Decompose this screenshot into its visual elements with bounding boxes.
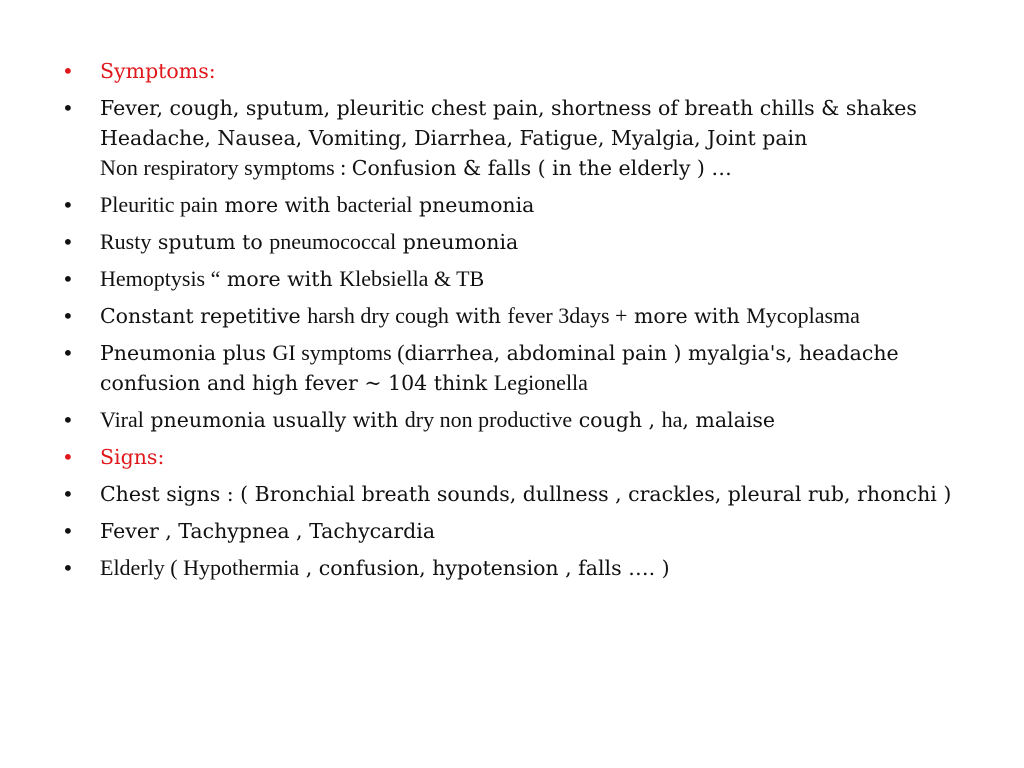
text-run: pneumonia usually with [143, 408, 405, 432]
emphasis-run: fever 3days + [507, 303, 628, 328]
text-run: with [448, 304, 508, 328]
bullet-pleuritic-pain [62, 190, 992, 220]
text-run: cough , [572, 408, 662, 432]
emphasis-run: Viral [100, 407, 144, 432]
bullet-general-symptoms [62, 93, 992, 183]
bullet-list [62, 56, 992, 590]
bullet-viral [62, 405, 992, 435]
text-run: , confusion, hypotension , falls …. ) [299, 556, 670, 580]
bullet-elderly [62, 553, 992, 583]
text-run: Chest signs : ( Bronchial breath sounds, dullness , crackles, pleural rub, rhonchi ) [100, 482, 952, 506]
text-run: Constant repetitive [100, 304, 308, 328]
bullet-mycoplasma [62, 301, 992, 331]
emphasis-run: pneumococcal [269, 229, 397, 254]
emphasis-run: Non respiratory symptoms : [100, 155, 352, 180]
symptoms-heading-text: Symptoms: [100, 59, 216, 83]
emphasis-run: bacterial [336, 192, 413, 217]
text-run: Headache, Nausea, Vomiting, Diarrhea, Fatigue, Myalgia, Joint pain [100, 126, 808, 150]
symptoms-heading [62, 56, 992, 86]
text-run: Fever, cough, sputum, pleuritic chest pain, shortness of breath chills & shakes [100, 96, 917, 120]
general-symptoms-line-2 [100, 123, 992, 153]
emphasis-run: Klebsiella & TB [339, 266, 485, 291]
general-symptoms-line-1 [100, 93, 992, 123]
text-run: confusion and high fever ~ 104 think [100, 371, 494, 395]
text-run: pneumonia [396, 230, 519, 254]
signs-heading-text: Signs: [100, 445, 165, 469]
text-run: sputum to [151, 230, 270, 254]
emphasis-run: dry non productive [404, 407, 573, 432]
text-run: Pneumonia plus [100, 341, 273, 365]
bullet-chest-signs [62, 479, 992, 509]
signs-heading [62, 442, 992, 472]
general-symptoms-line-3 [100, 153, 992, 183]
emphasis-run: Pleuritic pain [100, 192, 218, 217]
text-run: more with [627, 304, 747, 328]
legionella-line-2 [100, 368, 992, 398]
emphasis-run: GI symptoms ( [272, 340, 405, 365]
bullet-legionella [62, 338, 992, 398]
bullet-vitals [62, 516, 992, 546]
emphasis-run: Mycoplasma [746, 303, 860, 328]
bullet-rusty-sputum [62, 227, 992, 257]
emphasis-run: Hemoptysis “ [100, 266, 221, 291]
text-run: diarrhea, abdominal pain ) myalgia's, headache [404, 341, 899, 365]
text-run: more with [220, 267, 340, 291]
text-run: more with [217, 193, 337, 217]
emphasis-run: ha [661, 407, 683, 432]
text-run: , malaise [682, 408, 776, 432]
emphasis-run: Legionella [493, 370, 588, 395]
legionella-line-1 [100, 338, 992, 368]
emphasis-run: Rusty [100, 229, 152, 254]
emphasis-run: Elderly ( Hypothermia [100, 555, 300, 580]
text-run: Confusion & falls ( in the elderly ) … [351, 156, 732, 180]
bullet-hemoptysis [62, 264, 992, 294]
text-run: pneumonia [412, 193, 535, 217]
emphasis-run: harsh dry cough [307, 303, 449, 328]
text-run: Fever , Tachypnea , Tachycardia [100, 519, 436, 543]
